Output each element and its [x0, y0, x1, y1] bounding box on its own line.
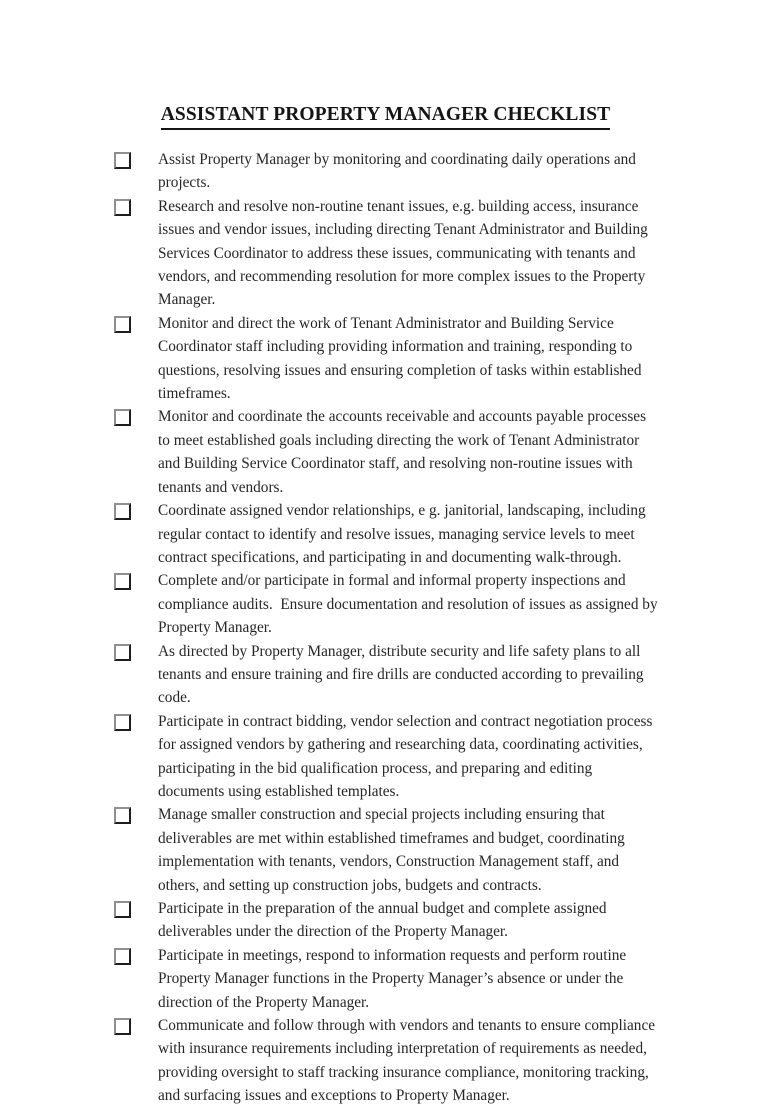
checklist-item	[114, 710, 659, 804]
checklist-item	[114, 195, 659, 312]
page-title	[114, 103, 657, 130]
checklist-item-text: Assist Property Manager by monitoring and coordinating daily operations and projects.	[158, 151, 640, 192]
checklist-item	[114, 1014, 659, 1108]
checklist-item-text: Coordinate assigned vendor relationships, e g. janitorial, landscaping, including regular contact to identify and resolve issues, managing service levels to meet contract specifications, and participating in and documenting walk-through.	[158, 502, 650, 566]
checklist-item-text: Participate in the preparation of the annual budget and complete assigned deliverables under the direction of the Property Manager.	[158, 900, 611, 941]
page-title-text: ASSISTANT PROPERTY MANAGER CHECKLIST	[161, 103, 611, 130]
checklist-item	[114, 405, 659, 499]
checkbox-icon[interactable]	[114, 1018, 131, 1035]
checklist-item-text: Participate in meetings, respond to information requests and perform routine Property Manager functions in the Property Manager’s absence or under the direction of the Property Manager.	[158, 946, 630, 1011]
checklist-item	[114, 569, 662, 639]
checklist-item	[114, 148, 659, 195]
checklist-item-text: Monitor and direct the work of Tenant Administrator and Building Service Coordinator staff including providing information and training, responding to questions, resolving issues and ensuring completion of tasks within established timeframes.	[158, 314, 646, 403]
checkbox-icon[interactable]	[114, 714, 131, 731]
checklist-item	[114, 944, 659, 1014]
checklist-item-text: Participate in contract bidding, vendor selection and contract negotiation process for assigned vendors by gathering and researching data, coordinating activities, participating in the bid qualification process, and preparing and editing documents using established templates.	[158, 712, 657, 800]
checklist-item	[114, 499, 659, 569]
checklist-item-text: Communicate and follow through with vendors and tenants to ensure compliance with insurance requirements including interpretation of requirements as needed, providing oversight to staff tracking insurance compliance, monitoring tracking, and surfacing issues and exceptions to Property Manager.	[158, 1017, 659, 1105]
checkbox-icon[interactable]	[114, 199, 131, 216]
checklist-item-text: As directed by Property Manager, distribute security and life safety plans to all tenants and ensure training and fire drills are conducted according to prevailing code.	[158, 642, 648, 707]
checkbox-icon[interactable]	[114, 901, 131, 918]
checkbox-icon[interactable]	[114, 948, 131, 965]
checklist-item-text: Research and resolve non-routine tenant issues, e.g. building access, insurance issues and vendor issues, including directing Tenant Administrator and Building Services Coordinator to address these issues, communicating with tenants and vendors, and recommending resolution for more complex issues to the Property Manager.	[158, 197, 652, 309]
checklist-item-text: Manage smaller construction and special projects including ensuring that deliverables are met within established timeframes and budget, coordinating implementation with tenants, vendors, Construction Management staff, and others, and setting up construction jobs, budgets and contracts.	[158, 806, 629, 894]
checklist-item-text: Monitor and coordinate the accounts receivable and accounts payable processes to meet established goals including directing the work of Tenant Administrator and Building Service Coordinator staff, and resolving non-routine issues with tenants and vendors.	[158, 408, 650, 496]
checkbox-icon[interactable]	[114, 644, 131, 661]
checkbox-icon[interactable]	[114, 573, 131, 590]
checklist-item-text: Complete and/or participate in formal and informal property inspections and compliance audits. Ensure documentation and resolution of issues as assigned by Property Manager.	[158, 572, 662, 637]
checkbox-icon[interactable]	[114, 409, 131, 426]
checklist	[114, 148, 662, 1108]
checkbox-icon[interactable]	[114, 503, 131, 520]
checklist-item	[114, 803, 659, 897]
checkbox-icon[interactable]	[114, 152, 131, 169]
checklist-item	[114, 897, 659, 944]
checkbox-icon[interactable]	[114, 807, 131, 824]
checklist-item	[114, 312, 659, 406]
checkbox-icon[interactable]	[114, 316, 131, 333]
checklist-item	[114, 640, 659, 710]
